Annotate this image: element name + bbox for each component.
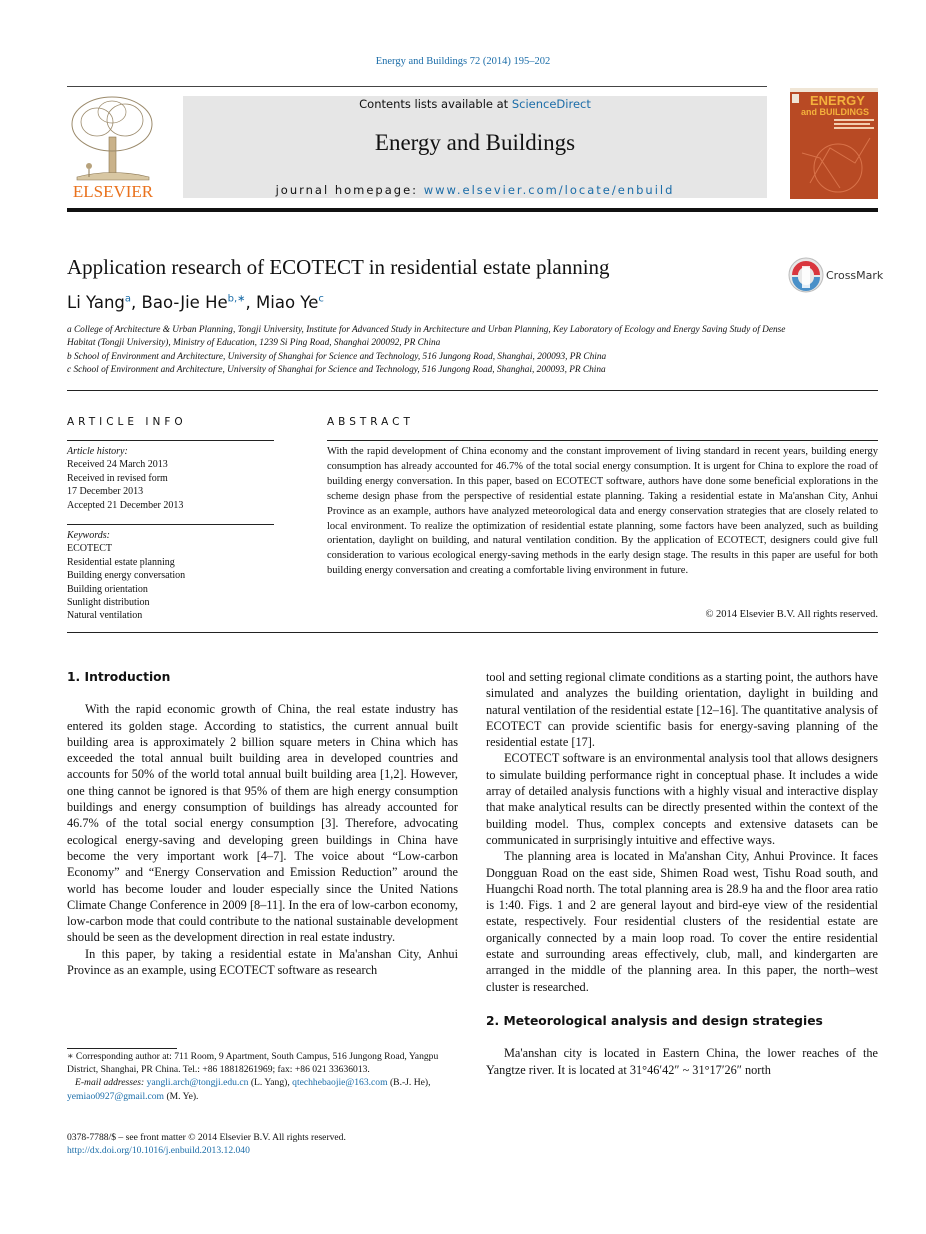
abstract-text: With the rapid development of China economy and the constant improvement of living standard in recent years, building energy consumption has already accounted for 46.7% of the total social energy consumption. It is urgent for China to explore the road of building energy conversation. In this paper, based on ECOTECT software, authors have done some beneficial explorations in the scheme design phase from the perspective of residential estate planning. Taking a residential estate in Ma'anshan City, Anhui Province as an example, authors have analyzed meteorological data and energy conservation strategies that are closely related to local environment. To realize the optimization of residential estate planning, some factors have been analyzed, such as building orientation, daylight on building, and natural ventilation condition. By the application of ECOTECT, designers could give full consideration to various ecological energy-saving methods in the early design stage. The results in this paper are useful for both building energy conversation and creating a comfortable living environment in future. bbox=[327, 446, 878, 577]
history-line: 17 December 2013 bbox=[67, 486, 144, 498]
journal-reference[interactable]: Energy and Buildings 72 (2014) 195–202 bbox=[375, 56, 551, 67]
header-rule bbox=[67, 86, 767, 87]
keyword: ECOTECT bbox=[67, 543, 112, 555]
author: Miao Ye$^c$ bbox=[256, 293, 324, 312]
footnote-rule bbox=[67, 1048, 177, 1049]
abstract-heading: ABSTRACT bbox=[327, 416, 414, 428]
keyword: Natural ventilation bbox=[67, 610, 143, 622]
affiliations bbox=[67, 324, 787, 378]
article-info-heading: ARTICLE INFO bbox=[67, 416, 187, 428]
keyword: Sunlight distribution bbox=[67, 597, 150, 609]
email-addresses: E-mail addresses: yangli.arch@tongji.edu.cn (L. Yang), qtechhebaojie@163.com (B.-J. He), yemiao0927@gmail.com (M. Ye). bbox=[67, 1077, 431, 1102]
affiliation: a College of Architecture & Urban Planning, Tongji University, Institute for Advanced Study in Architecture and Urban Planning, Key Laboratory of Ecology and Energy Saving Study of Dense Habitat (Tongji University), Ministry of Education, 1239 Si Ping Road, Shanghai 200092, PR China bbox=[67, 325, 786, 349]
issn-line: 0378-7788/$ – see front matter © 2014 Elsevier B.V. All rights reserved. bbox=[67, 1132, 346, 1143]
svg-text:ENERGY: ENERGY bbox=[810, 93, 865, 108]
body-column-left bbox=[67, 669, 458, 978]
author: Li Yang$^a$, bbox=[67, 293, 142, 312]
keywords bbox=[67, 529, 185, 623]
section-heading-introduction: 1. Introduction bbox=[67, 670, 171, 684]
crossmark-icon bbox=[788, 257, 824, 293]
elsevier-logo bbox=[67, 92, 159, 200]
divider bbox=[67, 440, 274, 441]
paper-title: Application research of ECOTECT in residential estate planning bbox=[67, 255, 610, 279]
svg-text:ELSEVIER: ELSEVIER bbox=[72, 182, 154, 200]
cover-image bbox=[790, 88, 878, 199]
email-link[interactable]: qtechhebaojie@163.com bbox=[292, 1077, 388, 1089]
email-link[interactable]: yangli.arch@tongji.edu.cn bbox=[146, 1077, 249, 1089]
journal-title: Energy and Buildings bbox=[374, 130, 576, 155]
author-list bbox=[67, 293, 324, 312]
divider bbox=[327, 440, 878, 441]
sciencedirect-link[interactable]: ScienceDirect bbox=[511, 97, 591, 111]
section-heading-meteorological: 2. Meteorological analysis and design strategies bbox=[486, 1013, 823, 1028]
keyword: Building orientation bbox=[67, 583, 148, 595]
body-column-right bbox=[486, 669, 878, 1078]
email-link[interactable]: yemiao0927@gmail.com bbox=[67, 1090, 165, 1102]
contents-line bbox=[183, 97, 767, 111]
elsevier-tree-icon bbox=[67, 92, 159, 200]
keywords-label: Keywords: bbox=[67, 530, 110, 541]
history-line: Received 24 March 2013 bbox=[67, 459, 168, 471]
affiliation: b School of Environment and Architecture, University of Shanghai for Science and Technology, 516 Jungong Road, Shanghai, 200093, PR China bbox=[67, 351, 607, 362]
body-paragraph: In this paper, by taking a residential estate in Ma'anshan City, Anhui Province as an example, using ECOTECT software as research bbox=[67, 946, 458, 978]
homepage-prefix: journal homepage: bbox=[275, 183, 424, 197]
crossmark-badge[interactable] bbox=[788, 257, 883, 295]
body-paragraph: tool and setting regional climate conditions as a starting point, the authors have simulated and analyzes the building orientation, daylight in building and natural ventilation of the residential estate [12–16]. The quantitative analysis of ECOTECT can provide scientific basis for energy-saving planning of the residential estate [17]. bbox=[486, 670, 878, 750]
article-history bbox=[67, 445, 183, 512]
author: Bao-Jie $He^{b,∗}$, bbox=[141, 293, 257, 312]
body-paragraph: The planning area is located in Ma'anshan City, Anhui Province. It faces Dongguan Road on the east side, Shimen Road west, Tishu Road south, and Huangchi Road north. The total planning area is 28.9 ha and the floor area ratio is 1:40. Figs. 1 and 2 are general layout and bird-eye view of the residential estate, respectively. Four residential clusters of the residential estate are organically connected by a main loop road. To cover the entire residential estate and surrounding areas effectively, club, mall, and kindergarten are arranged in the middle of the planning area. In this paper, the north–west cluster is researched. bbox=[486, 849, 878, 994]
doi-link[interactable]: http://dx.doi.org/10.1016/j.enbuild.2013.12.040 bbox=[67, 1145, 250, 1157]
history-line: Accepted 21 December 2013 bbox=[67, 499, 184, 511]
divider bbox=[67, 632, 878, 633]
issn-block bbox=[67, 1131, 346, 1157]
body-paragraph: ECOTECT software is an environmental analysis tool that allows designers to simulate building performance right in conceptual phase. It includes a wide array of detailed analysis functions with a highly visual and interactive display that make analytical results can be directly presented within the context of the building model. Thus, complex concepts and extensive datasets can be communicated in surprisingly intuitive and effective ways. bbox=[486, 751, 878, 847]
homepage-link[interactable]: www.elsevier.com/locate/enbuild bbox=[423, 183, 675, 197]
corresponding-author-note: ∗ Corresponding author at: 711 Room, 9 Apartment, South Campus, 516 Jungong Road, Yangpu District, Shanghai, PR China. Tel.: +86 18818261969; fax: +86 021 33636013. bbox=[67, 1051, 439, 1076]
body-paragraph: With the rapid economic growth of China, the real estate industry has entered its golden stage. According to statistics, the current annual built building area is approximately 2 billion square meters in China which has exceeded the total annual built building area in developed countries and accounts for 50% of the world total annual built building area [1,2]. However, one thing cannot be ignored is that 95% of them are high energy consumption buildings and energy consumption of buildings has already accounted for 46.7% of the total social energy consumption [3]. Therefore, advocating ecological energy-saving and developing green buildings in China have become the very important work [4–7]. The voice about “Low-carbon Economy” and “Energy Conservation and Emission Reduction” around the world has become louder and louder especially since the United Nations Climate Change Conference in 2009 [8–11]. In the era of low-carbon economy, low-carbon mode that could contribute to the national sustainable development should be seen as the development direction in real estate industry. bbox=[67, 702, 458, 945]
affiliation: c School of Environment and Architecture, University of Shanghai for Science and Technology, 516 Jungong Road, Shanghai, 200093, PR China bbox=[67, 365, 606, 376]
svg-text:and BUILDINGS: and BUILDINGS bbox=[801, 107, 870, 117]
body-paragraph: Ma'anshan city is located in Eastern China, the lower reaches of the Yangtze river. It is located at 31°46′42″ ~ 31°17′26″ north bbox=[486, 1046, 878, 1077]
history-label: Article history: bbox=[67, 446, 128, 457]
header-thick-rule bbox=[67, 208, 878, 212]
footnote bbox=[67, 1050, 458, 1103]
divider bbox=[67, 524, 274, 525]
keyword: Residential estate planning bbox=[67, 556, 175, 568]
contents-prefix: Contents lists available at bbox=[359, 97, 512, 111]
history-line: Received in revised form bbox=[67, 472, 168, 484]
keyword: Building energy conversation bbox=[67, 570, 186, 582]
crossmark-label: CrossMark bbox=[826, 269, 884, 282]
journal-cover[interactable] bbox=[790, 88, 878, 199]
divider bbox=[67, 390, 878, 391]
copyright: © 2014 Elsevier B.V. All rights reserved. bbox=[705, 609, 878, 620]
homepage-line bbox=[183, 183, 767, 197]
